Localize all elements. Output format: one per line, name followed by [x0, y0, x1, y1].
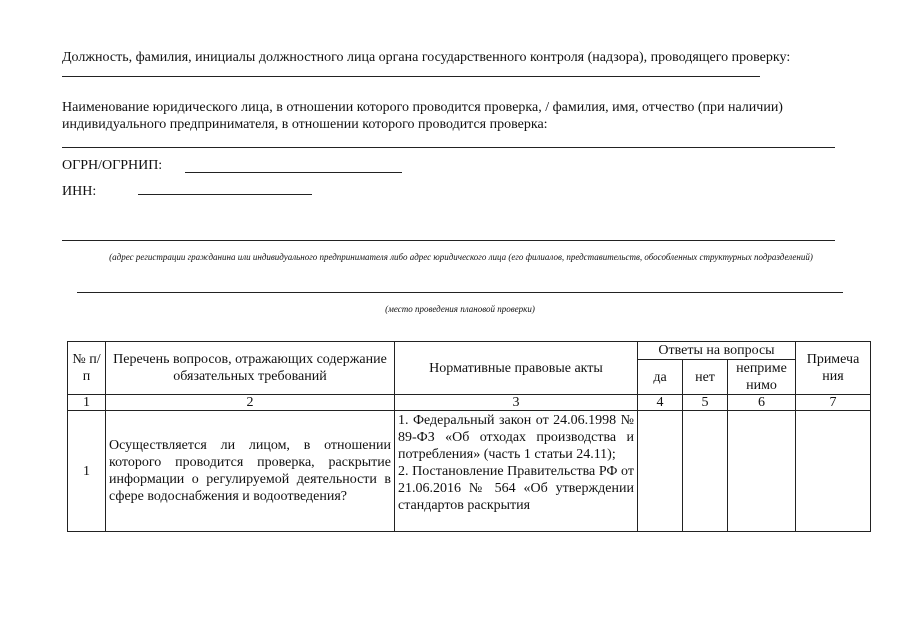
notes-cell[interactable] — [796, 411, 871, 532]
address-note: (адрес регистрации гражданина или индивидуального предпринимателя либо адрес юридического лица (его филиалов, представительств, обособленных структурных подразделений) — [109, 252, 813, 262]
col-number: 4 — [638, 395, 683, 411]
address-field-line[interactable] — [62, 240, 835, 241]
header-notes: Примеча ния — [796, 342, 871, 395]
header-answers: Ответы на вопросы — [638, 342, 796, 360]
inn-label: ИНН: — [62, 184, 97, 199]
inn-field-line[interactable] — [138, 194, 312, 195]
row-acts — [395, 411, 638, 532]
answer-yes-cell[interactable] — [638, 411, 683, 532]
official-field-line[interactable] — [62, 76, 760, 77]
place-field-line[interactable] — [77, 292, 843, 293]
entity-field-line[interactable] — [62, 147, 835, 148]
ogrn-field-line[interactable] — [185, 172, 402, 173]
col-number: 3 — [395, 395, 638, 411]
row-question: Осуществляется ли лицом, в отношении которого проводится проверка, раскрытие информации о регулируемой деятельности в сфере водоснабжения и водоотведения? — [106, 411, 395, 532]
col-number: 2 — [106, 395, 395, 411]
checklist-table — [67, 341, 871, 532]
header-yes: да — [638, 360, 683, 395]
table-row — [68, 411, 871, 532]
row-num: 1 — [68, 411, 106, 532]
col-number: 5 — [683, 395, 728, 411]
entity-label: Наименование юридического лица, в отношении которого проводится проверка, / фамилия, имя, отчество (при наличии) индивидуального предпринимателя, в отношении которого проводится проверка: — [62, 100, 783, 132]
col-number: 1 — [68, 395, 106, 411]
header-acts: Нормативные правовые акты — [395, 342, 638, 395]
row-act-2: 2. Постановление Правительства РФ от 21.06.2016 № 564 «Об утверждении стандартов раскрытия — [398, 463, 634, 513]
official-label: Должность, фамилия, инициалы должностного лица органа государственного контроля (надзора), проводящего проверку: — [62, 50, 791, 65]
column-number-row — [68, 395, 871, 411]
ogrn-label: ОГРН/ОГРНИП: — [62, 158, 163, 173]
header-questions: Перечень вопросов, отражающих содержание обязательных требований — [106, 342, 395, 395]
col-number: 7 — [796, 395, 871, 411]
place-note: (место проведения плановой проверки) — [385, 304, 535, 314]
row-act-1: 1. Федеральный закон от 24.06.1998 № 89-ФЗ «Об отходах производства и потребления» (часть 1 статьи 24.11); — [398, 412, 634, 462]
col-number: 6 — [728, 395, 796, 411]
answer-na-cell[interactable] — [728, 411, 796, 532]
header-no: нет — [683, 360, 728, 395]
header-num: № п/п — [68, 342, 106, 395]
header-na: неприме нимо — [728, 360, 796, 395]
answer-no-cell[interactable] — [683, 411, 728, 532]
